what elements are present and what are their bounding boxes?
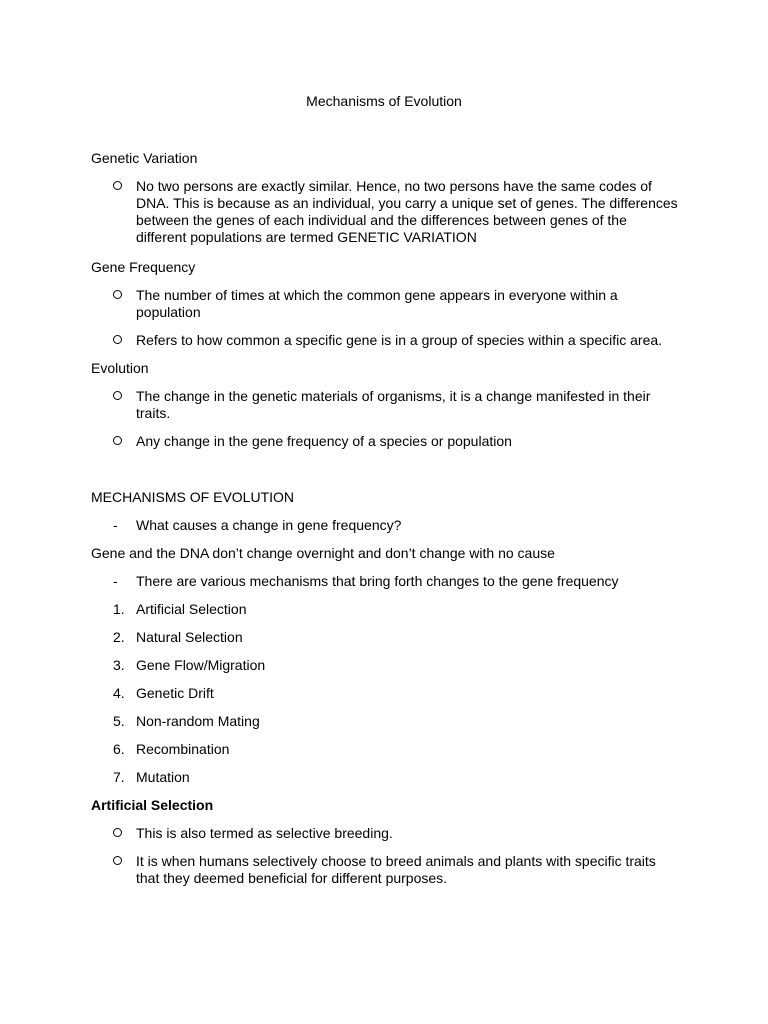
- list-item: It is when humans selectively choose to breed animals and plants with specific traits that they deemed beneficial for different purposes.: [136, 853, 656, 886]
- list-item: Artificial Selection: [136, 601, 247, 617]
- list-item: Mutation: [136, 769, 190, 785]
- heading-gene-frequency: Gene Frequency: [91, 259, 196, 275]
- list-number: 3.: [113, 657, 125, 673]
- list-item: Non-random Mating: [136, 713, 260, 729]
- dash-marker: -: [113, 573, 118, 589]
- bullet-circle-icon: [113, 828, 122, 837]
- dash-marker: -: [113, 517, 118, 533]
- heading-evolution: Evolution: [91, 360, 149, 376]
- paragraph: Gene and the DNA don’t change overnight and don’t change with no cause: [91, 545, 555, 561]
- bullet-circle-icon: [113, 391, 122, 400]
- list-item: Natural Selection: [136, 629, 243, 645]
- list-item: Recombination: [136, 741, 230, 757]
- list-item: This is also termed as selective breeding.: [136, 825, 393, 841]
- list-number: 5.: [113, 713, 125, 729]
- list-number: 7.: [113, 769, 125, 785]
- list-item: The change in the genetic materials of organisms, it is a change manifested in their traits.: [136, 388, 651, 421]
- list-item: Any change in the gene frequency of a species or population: [136, 433, 512, 449]
- list-item: The number of times at which the common gene appears in everyone within a population: [136, 287, 618, 320]
- list-number: 2.: [113, 629, 125, 645]
- list-item: What causes a change in gene frequency?: [136, 517, 402, 533]
- list-item: Genetic Drift: [136, 685, 214, 701]
- heading-genetic-variation: Genetic Variation: [91, 150, 198, 166]
- bullet-circle-icon: [113, 856, 122, 865]
- list-item: No two persons are exactly similar. Hence, no two persons have the same codes of DNA. This is because as an individual, you carry a unique set of genes. The differences between the genes of each individual and the differences between genes of the different populations are termed GENETIC VARIATION: [136, 178, 678, 245]
- bullet-circle-icon: [113, 181, 122, 190]
- list-number: 4.: [113, 685, 125, 701]
- heading-mechanisms: MECHANISMS OF EVOLUTION: [91, 489, 295, 505]
- page-title: Mechanisms of Evolution: [306, 93, 462, 109]
- list-item: Gene Flow/Migration: [136, 657, 266, 673]
- list-item: There are various mechanisms that bring forth changes to the gene frequency: [136, 573, 619, 589]
- bullet-circle-icon: [113, 436, 122, 445]
- bullet-circle-icon: [113, 335, 122, 344]
- heading-artificial-selection: Artificial Selection: [91, 797, 214, 813]
- list-number: 1.: [113, 601, 125, 617]
- list-item: Refers to how common a specific gene is in a group of species within a specific area.: [136, 332, 663, 348]
- list-number: 6.: [113, 741, 125, 757]
- bullet-circle-icon: [113, 290, 122, 299]
